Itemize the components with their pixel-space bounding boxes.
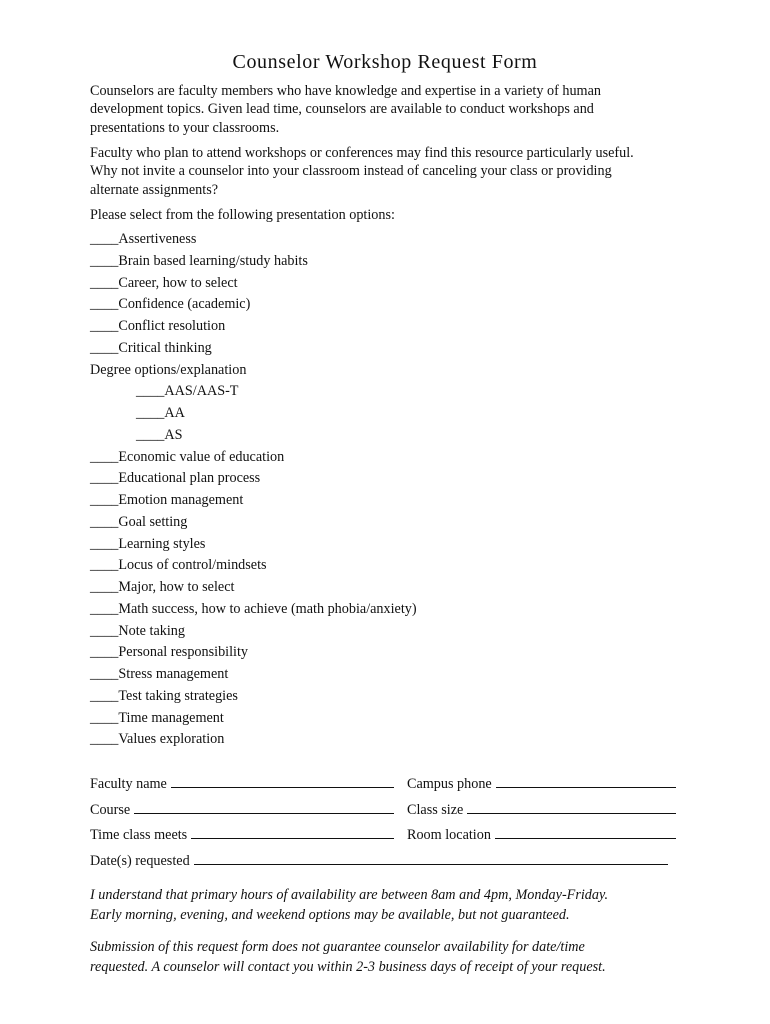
option-label: Time management (118, 709, 224, 726)
option-blank[interactable]: ____ (90, 274, 119, 291)
room-location-label: Room location (407, 827, 491, 844)
option-label: Conflict resolution (118, 318, 226, 334)
intro-line: presentations to your classrooms. (90, 119, 280, 136)
class-size-input-line[interactable] (467, 798, 676, 814)
option-label: Personal responsibility (118, 644, 249, 661)
option-emotion-management[interactable] (90, 490, 690, 512)
option-label: Goal setting (118, 513, 188, 530)
option-blank[interactable]: ____ (136, 405, 165, 421)
option-label: Test taking strategies (118, 687, 238, 704)
fields-row (90, 823, 690, 849)
option-blank[interactable]: ____ (90, 492, 119, 508)
intro-line: Counselors are faculty members who have knowledge and expertise in a variety of human (90, 83, 601, 99)
option-math-success[interactable] (90, 599, 690, 621)
option-economic-value[interactable] (90, 447, 690, 469)
option-locus-of-control[interactable] (90, 555, 690, 577)
option-label: AA (164, 405, 185, 421)
time-class-meets-field[interactable] (90, 823, 394, 846)
option-career[interactable] (90, 273, 690, 295)
option-label: Learning styles (118, 535, 206, 552)
presentation-options-list (90, 229, 690, 751)
option-blank[interactable]: ____ (90, 600, 119, 617)
option-blank[interactable]: ____ (90, 557, 119, 574)
option-note-taking[interactable] (90, 621, 690, 643)
intro-line: development topics. Given lead time, counselors are available to conduct workshops and (90, 101, 594, 118)
option-learning-styles[interactable] (90, 534, 690, 556)
dates-requested-input-line[interactable] (194, 849, 668, 865)
fields-row (90, 772, 690, 798)
option-blank[interactable]: ____ (90, 644, 119, 661)
option-label: Note taking (118, 622, 185, 639)
room-location-input-line[interactable] (495, 823, 676, 839)
option-blank[interactable]: ____ (90, 666, 119, 682)
submission-line: Submission of this request form does not guarantee counselor availability for date/time (90, 939, 585, 955)
option-label: Math success, how to achieve (math phobia/anxiety) (118, 600, 417, 617)
course-label: Course (90, 801, 131, 818)
option-stress-management[interactable] (90, 664, 690, 686)
option-values-exploration[interactable] (90, 729, 690, 751)
option-time-management[interactable] (90, 708, 690, 730)
intro-paragraph (90, 82, 680, 137)
room-location-field[interactable] (407, 823, 676, 846)
option-label: AS (164, 426, 183, 443)
option-test-taking[interactable] (90, 686, 690, 708)
option-critical-thinking[interactable] (90, 338, 690, 360)
option-blank[interactable]: ____ (90, 252, 119, 269)
select-prompt: Please select from the following presentation options: (90, 207, 395, 223)
degree-option-aa[interactable] (90, 403, 690, 425)
option-label: Educational plan process (118, 470, 261, 487)
availability-line: I understand that primary hours of availability are between 8am and 4pm, Monday-Friday. (90, 887, 609, 903)
option-label: Stress management (118, 666, 229, 682)
option-blank[interactable]: ____ (90, 296, 119, 313)
option-blank[interactable]: ____ (90, 318, 119, 334)
option-blank[interactable]: ____ (90, 535, 119, 552)
class-size-field[interactable] (407, 798, 676, 821)
option-label: Brain based learning/study habits (118, 252, 308, 269)
degree-option-aas[interactable] (90, 381, 690, 403)
option-educational-plan[interactable] (90, 468, 690, 490)
option-label: Emotion management (118, 492, 244, 508)
option-personal-responsibility[interactable] (90, 642, 690, 664)
fields-row (90, 849, 690, 875)
faculty-name-label: Faculty name (90, 776, 167, 792)
faculty-name-field[interactable] (90, 772, 394, 795)
request-fields (90, 772, 690, 874)
option-blank[interactable]: ____ (136, 426, 165, 443)
dates-requested-field[interactable] (90, 849, 668, 872)
option-label: Economic value of education (118, 448, 285, 465)
option-conflict-resolution[interactable] (90, 316, 690, 338)
option-blank[interactable]: ____ (90, 513, 119, 530)
option-blank[interactable]: ____ (90, 579, 119, 595)
campus-phone-field[interactable] (407, 772, 676, 795)
option-label: Values exploration (118, 731, 225, 748)
option-label: AAS/AAS-T (164, 383, 239, 400)
option-blank[interactable]: ____ (90, 231, 119, 247)
submission-line: requested. A counselor will contact you within 2-3 business days of receipt of your request. (90, 959, 606, 975)
option-major[interactable] (90, 577, 690, 599)
option-label: Assertiveness (118, 231, 197, 247)
form-title: Counselor Workshop Request Form (232, 51, 538, 73)
faculty-line: alternate assignments? (90, 181, 219, 198)
degree-options-heading: Degree options/explanation (90, 361, 247, 378)
availability-note (90, 885, 690, 925)
campus-phone-input-line[interactable] (496, 772, 676, 788)
faculty-paragraph (90, 144, 680, 199)
course-input-line[interactable] (134, 798, 394, 814)
option-brain-based-learning[interactable] (90, 251, 690, 273)
degree-option-as[interactable] (90, 425, 690, 447)
option-blank[interactable]: ____ (90, 622, 119, 639)
fields-row (90, 798, 690, 824)
availability-line: Early morning, evening, and weekend options may be available, but not guaranteed. (90, 907, 570, 923)
option-blank[interactable]: ____ (90, 687, 119, 704)
faculty-name-input-line[interactable] (171, 772, 394, 788)
option-assertiveness[interactable] (90, 229, 690, 251)
option-label: Locus of control/mindsets (118, 557, 267, 574)
option-confidence[interactable] (90, 294, 690, 316)
option-label: Major, how to select (118, 579, 235, 595)
campus-phone-label: Campus phone (407, 776, 492, 792)
dates-requested-label: Date(s) requested (90, 852, 190, 869)
option-blank[interactable]: ____ (136, 383, 165, 400)
option-blank[interactable]: ____ (90, 709, 119, 726)
faculty-line: Why not invite a counselor into your classroom instead of canceling your class or providing (90, 163, 612, 180)
faculty-line: Faculty who plan to attend workshops or conferences may find this resource particularly useful. (90, 145, 634, 161)
option-label: Critical thinking (118, 339, 212, 356)
time-class-meets-input-line[interactable] (191, 823, 394, 839)
option-label: Confidence (academic) (118, 296, 251, 313)
option-blank[interactable]: ____ (90, 339, 119, 356)
time-class-meets-label: Time class meets (90, 827, 188, 844)
class-size-label: Class size (407, 801, 464, 818)
option-blank[interactable]: ____ (90, 448, 119, 465)
option-blank[interactable]: ____ (90, 470, 119, 487)
option-label: Career, how to select (118, 274, 238, 291)
course-field[interactable] (90, 798, 394, 821)
option-blank[interactable]: ____ (90, 731, 119, 748)
submission-note (90, 937, 690, 977)
option-goal-setting[interactable] (90, 512, 690, 534)
